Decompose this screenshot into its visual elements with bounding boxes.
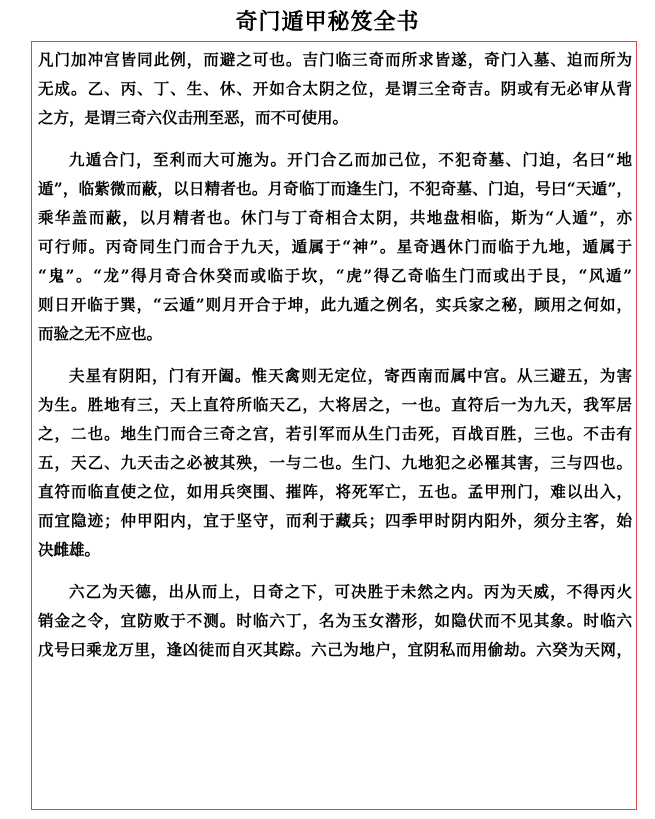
- text-line: 六乙为天德，出从而上，日奇之下，可决胜于未然之内。丙为天威，不得丙火: [69, 582, 632, 601]
- text-line: 凡门加冲宫皆同此例，而避之可也。吉门临三奇而所求皆遂，奇门入墓、迫而所为: [38, 50, 632, 69]
- paragraph: [38, 577, 632, 664]
- text-frame: [31, 41, 637, 810]
- text-line: 无成。乙、丙、丁、生、休、开如合太阴之位，是谓三全奇吉。阴或有无必审从背: [38, 79, 632, 98]
- page-title: 奇门遁甲秘笈全书: [235, 9, 420, 35]
- text-line: 决雌雄。: [38, 540, 101, 559]
- text-line: 直符而临直使之位，如用兵突围、摧阵，将死军亡，五也。孟甲刑门，难以出入，: [38, 482, 632, 501]
- text-line: 而宜隐迹；仲甲阳内，宜于坚守，而利于藏兵；四季甲时阴内阳外，须分主客，始: [38, 511, 632, 530]
- paragraph: [38, 45, 632, 132]
- paragraph: [38, 361, 632, 564]
- text-line: 而验之无不应也。: [38, 324, 163, 343]
- text-line: 销金之令，宜防败于不测。时临六丁，名为玉女潜形，如隐伏而不见其象。时临六: [38, 611, 632, 630]
- text-line: 可行师。丙奇同生门而合于九天，遁属于“神”。星奇遇休门而临于九地，遁属于: [38, 237, 632, 256]
- text-line: 戊号曰乘龙万里，逢凶徒而自灭其踪。六己为地户，宜阴私而用偷劫。六癸为天网，: [38, 640, 632, 659]
- text-line: 遁”，临紫微而蔽，以日精者也。月奇临丁而逢生门，不犯奇墓、门迫，号曰“天遁”，: [38, 179, 632, 198]
- paragraph: [38, 145, 632, 348]
- text-line: 为生。胜地有三，天上直符所临天乙，大将居之，一也。直符后一为九天，我军居: [38, 395, 632, 414]
- text-line: 夫星有阴阳，门有开阖。惟天禽则无定位，寄西南而属中宫。从三避五，为害: [69, 366, 632, 385]
- text-line: 九遁合门，至利而大可施为。开门合乙而加己位，不犯奇墓、门迫，名曰“地: [69, 150, 632, 169]
- text-line: 则日开临于巽，“云遁”则月开合于坤，此九遁之例名，实兵家之秘，顾用之何如，: [38, 295, 632, 314]
- text-body: [38, 45, 632, 677]
- text-line: 五，天乙、九天击之必被其殃，一与二也。生门、九地犯之必罹其害，三与四也。: [38, 453, 632, 472]
- text-line: “鬼”。“龙”得月奇合休癸而或临于坎，“虎”得乙奇临生门而或出于艮，“风遁”: [38, 266, 632, 285]
- text-line: 乘华盖而蔽，以月精者也。休门与丁奇相合太阴，共地盘相临，斯为“人遁”，亦: [38, 208, 632, 227]
- text-line: 之，二也。地生门而合三奇之宫，若引军而从生门击死，百战百胜，三也。不击有: [38, 424, 632, 443]
- text-line: 之方，是谓三奇六仪击刑至恶，而不可使用。: [38, 108, 349, 127]
